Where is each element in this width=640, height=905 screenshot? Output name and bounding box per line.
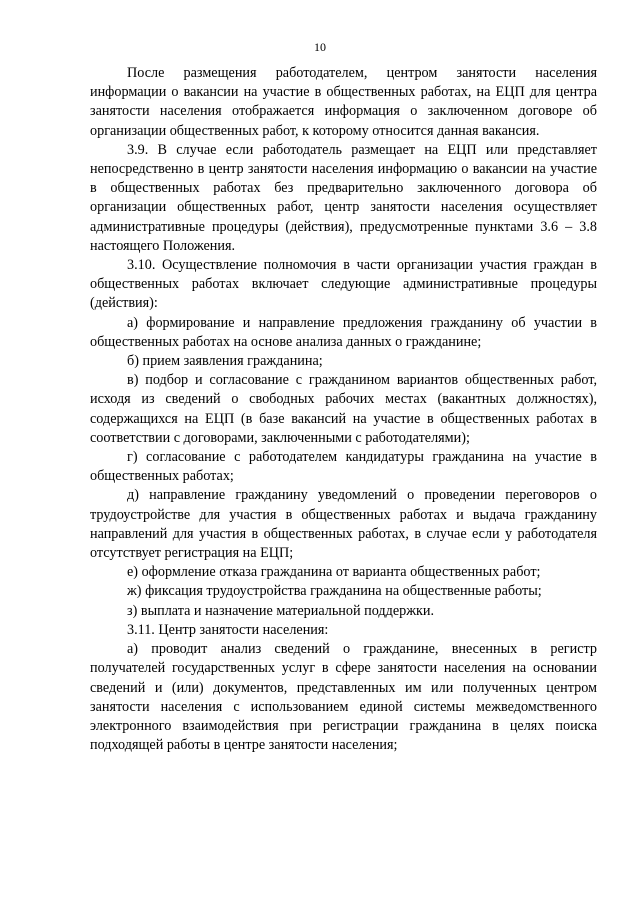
list-item-b: б) прием заявления гражданина; <box>127 353 323 370</box>
paragraph-vacancy-display: После размещения работодателем, центром занятости населения информации о вакансии на участие в общественных работах, на ЕЦП для центра занятости населения отображается информация о заключенном договоре об организации общественных работ, к которому относится данная вакансия. <box>90 65 597 139</box>
list-item-zh: ж) фиксация трудоустройства гражданина на общественные работы; <box>127 583 542 600</box>
list-item-3-11-a: а) проводит анализ сведений о гражданине, внесенных в регистр получателей государственных услуг в сфере занятости населения на основании сведений и (или) документов, представленных им или полученных центром занятости населения с использованием единой системы межведомственного электронного взаимодействия при регистрации гражданина в целях поиска подходящей работы в центре занятости населения; <box>90 641 597 754</box>
list-item-v: в) подбор и согласование с гражданином вариантов общественных работ, исходя из сведений о свободных рабочих местах (вакантных должностях), содержащихся на ЕЦП (в базе вакансий на участие в общественных работах в соответствии с договорами, заключенными с работодателями); <box>90 372 597 446</box>
paragraph-3-11: 3.11. Центр занятости населения: <box>127 621 329 638</box>
list-item-d: д) направление гражданину уведомлений о проведении переговоров о трудоустройстве для участия в общественных работах и выдача гражданину направлений для участия в общественных работах, в случае если у работодателя отсутствует регистрация на ЕЦП; <box>90 487 597 562</box>
paragraph-3-10: 3.10. Осуществление полномочия в части организации участия граждан в общественных работах включает следующие административные процедуры (действия): <box>90 257 597 312</box>
page-number: 10 <box>314 40 326 54</box>
list-item-g: г) согласование с работодателем кандидатуры гражданина на участие в общественных работах; <box>90 449 597 485</box>
document-body <box>90 64 597 755</box>
list-item-e: е) оформление отказа гражданина от варианта общественных работ; <box>127 564 541 581</box>
paragraph-3-9: 3.9. В случае если работодатель размещает на ЕЦП или представляет непосредственно в центр занятости населения информацию о вакансии на участие в общественных работах без предварительно заключенного договора об организации общественных работ, центр занятости населения осуществляет административные процедуры (действия), предусмотренные пунктами 3.6 – 3.8 настоящего Положения. <box>90 141 597 254</box>
list-item-z: з) выплата и назначение материальной поддержки. <box>127 602 435 619</box>
list-item-a: а) формирование и направление предложения гражданину об участии в общественных работах на основе анализа данных о гражданине; <box>90 314 597 350</box>
